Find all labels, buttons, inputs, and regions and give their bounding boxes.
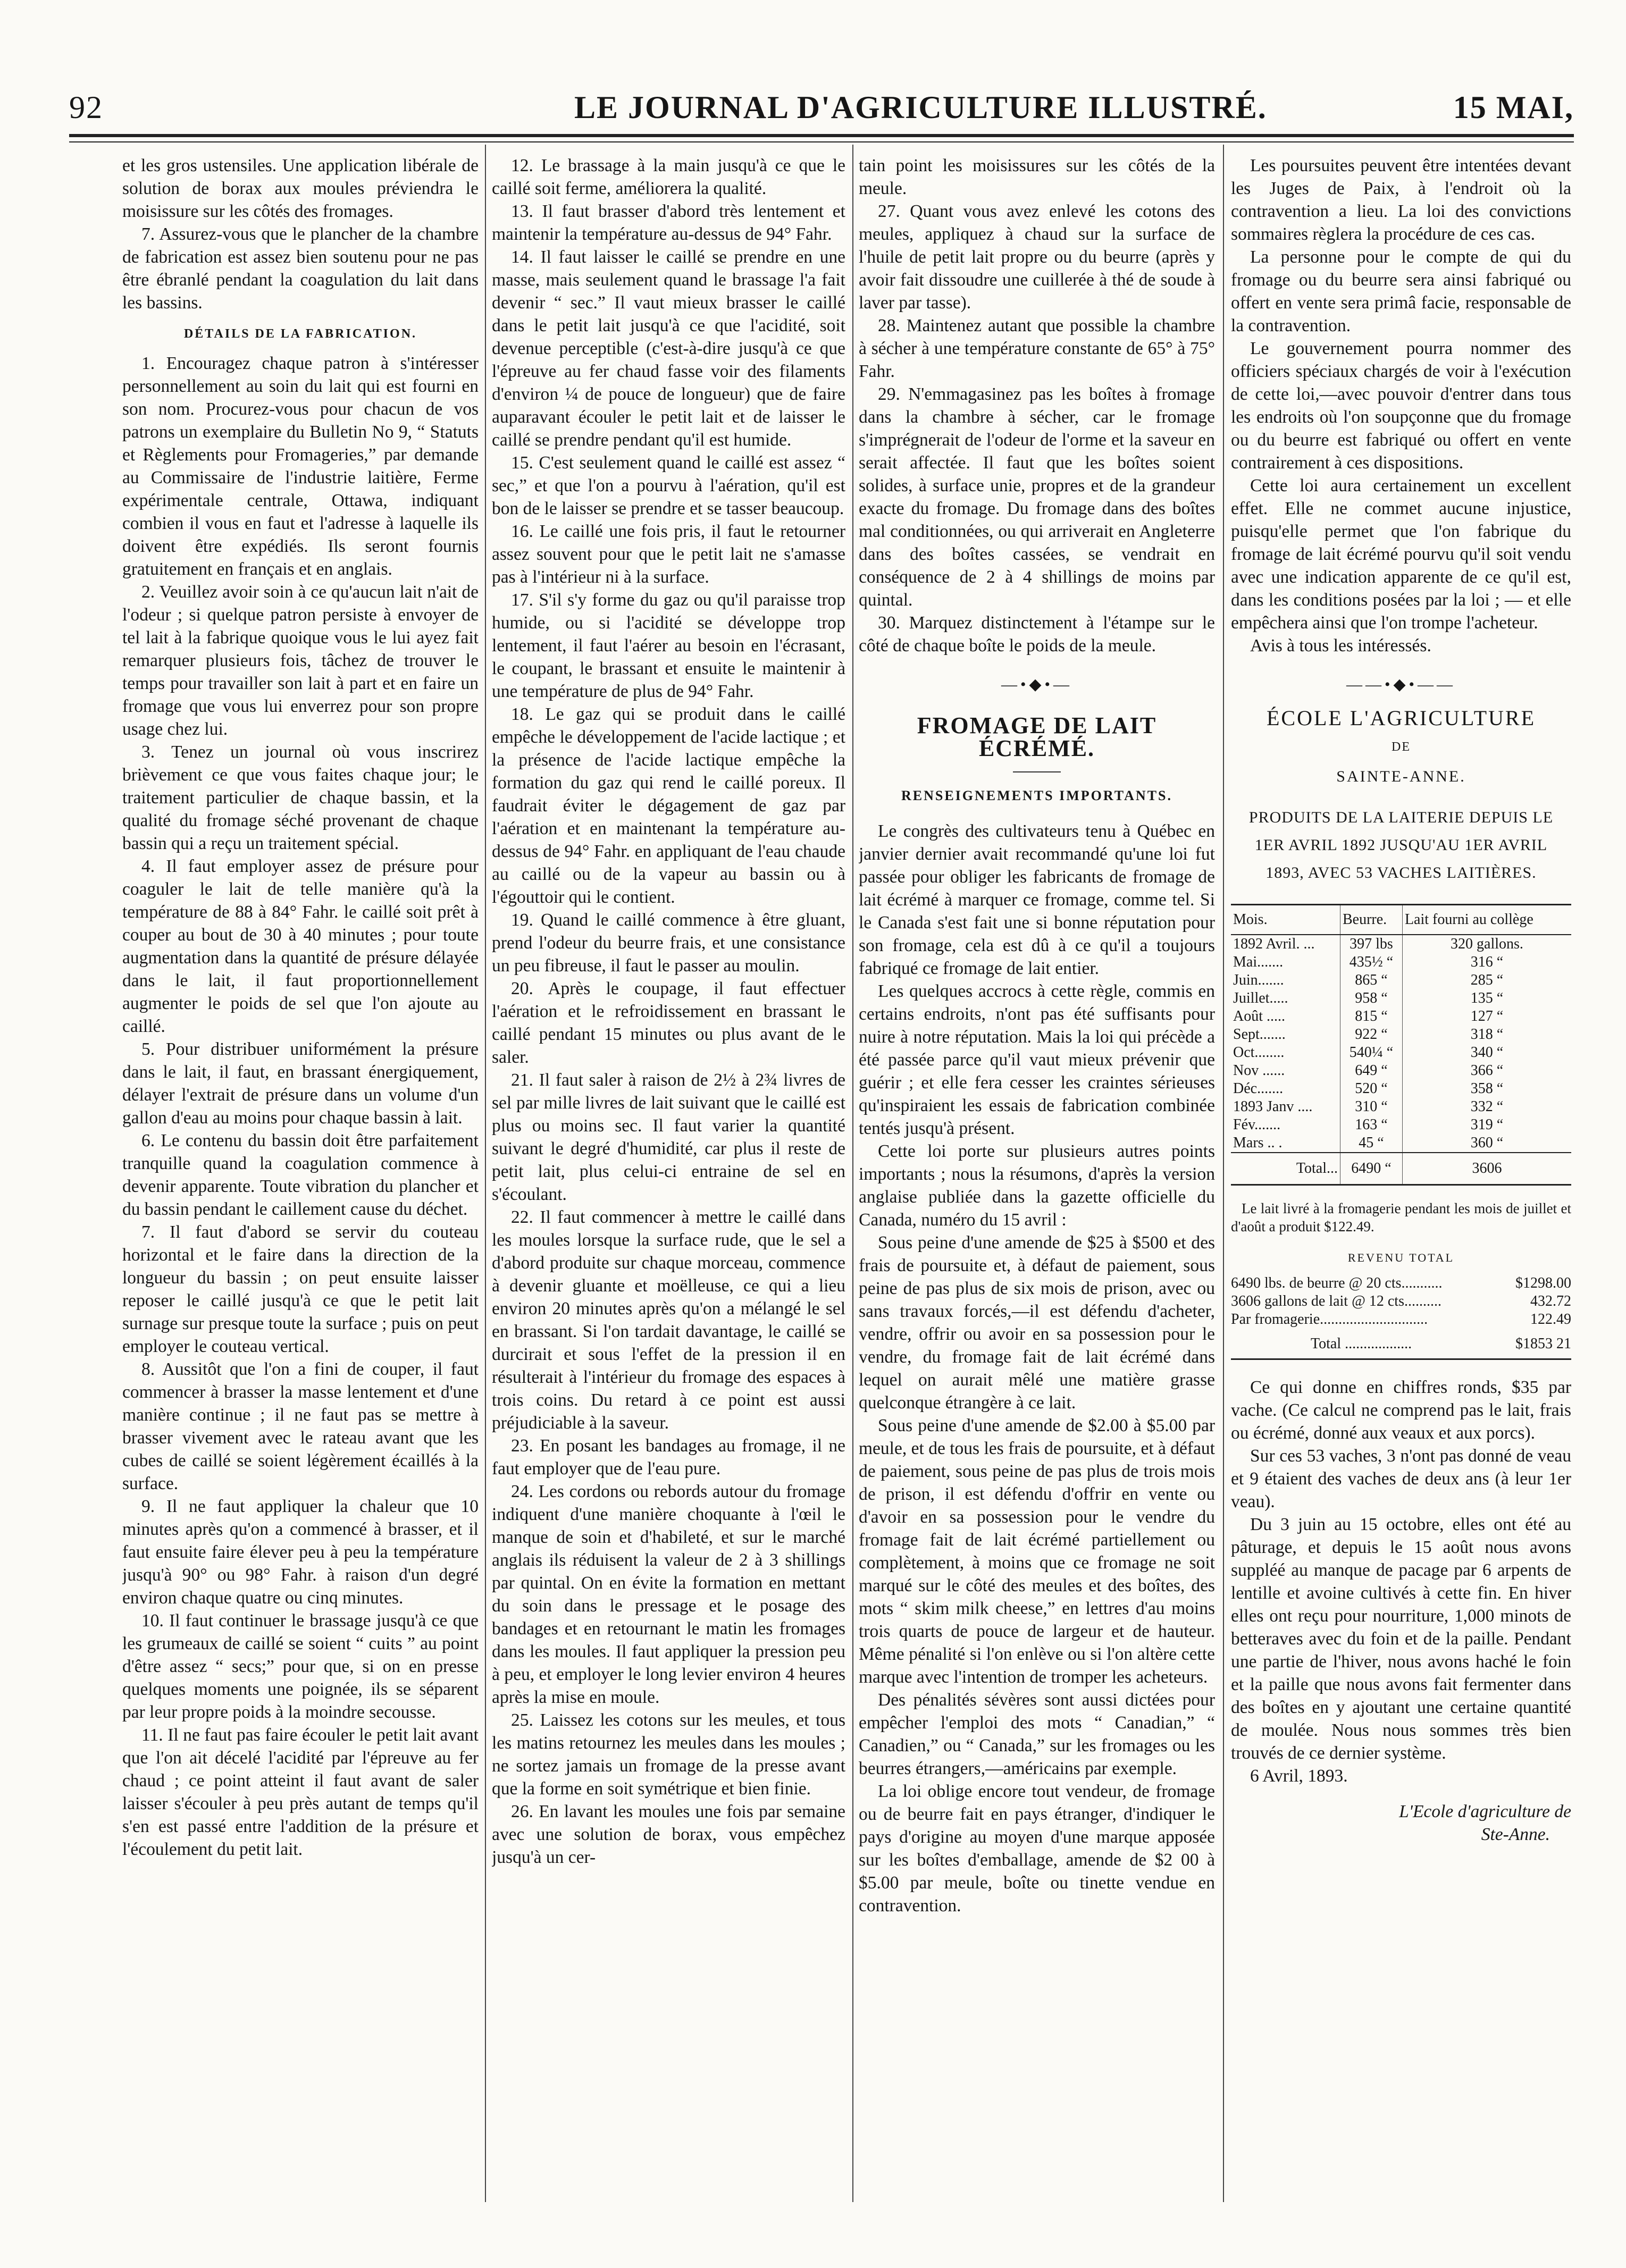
table-header-mois: Mois. — [1231, 905, 1340, 935]
paragraph: La loi oblige encore tout vendeur, de fromage ou de beurre fait en pays étranger, d'indiquer le pays d'origine au moyen d'une marque apposée sur les boîtes d'emballage, amende de $2 00 à $5.00 par meule, boîte ou tinette vendue en contravention. — [859, 1782, 1215, 1916]
column-1 — [122, 154, 479, 2238]
issue-date: 15 MAI, — [1453, 90, 1574, 125]
paragraph: 14. Il faut laisser le caillé se prendre en une masse, mais seulement quand le brassage l'a fait devenir “ sec.” Il vaut mieux brasser le caillé dans le petit lait jusqu'à ce que l'acidité, soit devenue perceptible (c'est-à-dire jusqu'à ce que l'épreuve au fer chaud fasse voir des filaments d'environ ¼ de pouce de longueur) que de faire auparavant écouler le petit lait et de laisser le caillé se prendre pendant qu'il est humide. — [492, 247, 845, 450]
revenue-value: 432.72 — [1530, 1293, 1571, 1309]
paragraph: 6. Le contenu du bassin doit être parfaitement tranquille quand la coagulation commence à devenir apparente. Toute vibration du plancher et du bassin pendant le caillement cause du déchet. — [122, 1131, 479, 1219]
table-row — [1231, 953, 1571, 971]
products-caption — [1231, 804, 1571, 887]
table-row — [1231, 1026, 1571, 1044]
table-cell-mois: Déc....... — [1233, 1080, 1284, 1097]
paragraph: 27. Quant vous avez enlevé les cotons des meules, appliquez à chaud sur la surface de l'huile de petit lait propre ou du beurre (après y avoir fait dissoudre une cuillerée à thé de soude à laver par tasse). — [859, 201, 1215, 313]
paragraph: 4. Il faut employer assez de présure pour coaguler le lait de telle manière qu'à la température de 88 à 84° Fahr. le caillé soit prêt à couper au bout de 30 à 40 minutes ; pour toute augmentation dans la quantité de présure délayée dans le lait, il faut proportionnellement augmenter le poids de sel que l'on ajoute au caillé. — [122, 856, 479, 1036]
paragraph: La personne pour le compte de qui du fromage ou du beurre sera ainsi fabriqué ou offert en vente sera primâ facie, responsable de la contravention. — [1231, 247, 1571, 335]
table-total-total_lait: 3606 — [1402, 1153, 1571, 1185]
column-4 — [1231, 154, 1571, 2238]
paragraph: Le congrès des cultivateurs tenu à Québec en janvier dernier avait recommandé qu'une loi fut passée pour obliger les fabricants de fromage de lait écrémé à marquer ce fromage, comme tel. Si le Canada s'est fait une si bonne réputation pour son fromage, cela est dû à ce qu'il a toujours fabriqué ce fromage de lait entier. — [859, 821, 1215, 978]
paragraph: 5. Pour distribuer uniformément la présure dans le lait, il faut, en brassant énergiquement, délayer l'extrait de présure dans un volume d'un gallon d'eau au moins pour chaque bassin à lait. — [122, 1039, 479, 1128]
table-total-total_label: Total... — [1231, 1153, 1340, 1185]
table-row — [1231, 1134, 1571, 1153]
table-body — [1231, 935, 1571, 1185]
table-cell-mois: Juillet..... — [1233, 990, 1288, 1006]
table-total-row — [1231, 1153, 1571, 1185]
table-cell-beurre: 310 “ — [1340, 1098, 1403, 1116]
revenue-total-label: Total .................. — [1311, 1335, 1412, 1352]
table-cell-mois: Mai....... — [1233, 954, 1284, 970]
table-cell-mois: Juin....... — [1233, 972, 1284, 988]
paragraph: Cette loi aura certainement un excellent effet. Elle ne commet aucune injustice, puisqu'elle permet que l'on fabrique du fromage de lait écrémé pourvu qu'il soit vendu avec une indication apparente de ce qu'il est, dans les conditions posées par la loi ; — et elle empêchera ainsi que l'on trompe l'acheteur. — [1231, 476, 1571, 633]
table-row — [1231, 1062, 1571, 1080]
table-cell-lait: 358 “ — [1402, 1080, 1571, 1098]
paragraph: 13. Il faut brasser d'abord très lentement et maintenir la température au-dessus de 94° Fahr. — [492, 201, 845, 244]
paragraph: 12. Le brassage à la main jusqu'à ce que le caillé soit ferme, améliorera la qualité. — [492, 156, 845, 198]
revenue-line — [1231, 1274, 1571, 1292]
products-line: 1893, AVEC 53 VACHES LAITIÈRES. — [1265, 864, 1537, 881]
products-line: PRODUITS DE LA LAITERIE DEPUIS LE — [1248, 809, 1554, 826]
paragraph: 19. Quand le caillé commence à être gluant, prend l'odeur du beurre frais, et une consistance un peu fibreuse, il faut le passer au moulin. — [492, 910, 845, 976]
paragraph: Des pénalités sévères sont aussi dictées pour empêcher l'emploi des mots “ Canadian,” “ Canadien,” ou “ Canada,” sur les fromages ou les beurres étrangers,—américains par exemple. — [859, 1690, 1215, 1778]
table-row — [1231, 989, 1571, 1007]
paragraph: Les quelques accrocs à cette règle, commis en certains endroits, n'ont pas été suffisants pour nuire à notre réputation. Mais la loi qui précède a été passée parce qu'il vaut mieux prévenir que guérir ; et elle fera cesser les craintes sérieuses qu'inspiraient les essais de fabrication combinée tentés jusqu'à présent. — [859, 981, 1215, 1138]
column-2 — [492, 154, 845, 2238]
paragraph: 23. En posant les bandages au fromage, il ne faut employer que de l'eau pure. — [492, 1436, 845, 1479]
table-cell-mois: 1892 Avril. ... — [1233, 936, 1315, 952]
table-cell-lait: 360 “ — [1402, 1134, 1571, 1153]
paragraph: 28. Maintenez autant que possible la chambre à sécher à une température constante de 65° à 75° Fahr. — [859, 316, 1215, 381]
table-row — [1231, 1007, 1571, 1026]
ornament-divider: —•◆•— — [1001, 676, 1073, 693]
table-note: Le lait livré à la fromagerie pendant les mois de juillet et d'août a produit $122.49. — [1231, 1200, 1571, 1234]
table-cell-mois: Mars .. . — [1233, 1135, 1283, 1151]
paragraph: Sous peine d'une amende de $25 à $500 et des frais de poursuite et, à défaut de paiement, sous peine de pas plus de six mois de prison, avec ou sans travaux forcés,—il est défendu d'acheter, vendre, offrir ou avoir en sa possession pour le vendre, du fromage fait de lait écrémé dans lequel on aurait mêlé une matière grasse quelconque étrangère à ce lait. — [859, 1233, 1215, 1413]
column-divider — [485, 145, 486, 2202]
table-cell-beurre: 649 “ — [1340, 1062, 1403, 1080]
table-row — [1231, 1080, 1571, 1098]
table-cell-lait: 320 gallons. — [1402, 935, 1571, 953]
signature-line: Ste-Anne. — [1481, 1825, 1550, 1844]
header-rule-thick — [69, 134, 1574, 137]
table-row — [1231, 1098, 1571, 1116]
table-cell-lait: 332 “ — [1402, 1098, 1571, 1116]
journal-title: LE JOURNAL D'AGRICULTURE ILLUSTRÉ. — [574, 90, 1267, 125]
paragraph: 2. Veuillez avoir soin à ce qu'aucun lait n'ait de l'odeur ; si quelque patron persiste à envoyer de tel lait à la fabrique quoique vous le lui ayez fait remarquer plusieurs fois, tâchez de trouver le temps pour travailler son lait à part et en faire un fromage que vous lui enverrez pour son propre usage chez lui. — [122, 582, 479, 739]
paragraph: Cette loi porte sur plusieurs autres points importants ; nous la résumons, d'après la version anglaise publiée dans la gazette officielle du Canada, numéro du 15 avril : — [859, 1141, 1215, 1230]
table-cell-mois: Fév....... — [1233, 1116, 1281, 1133]
column-divider — [852, 145, 853, 2202]
paragraph: tain point les moisissures sur les côtés de la meule. — [859, 156, 1215, 198]
signature-line: L'Ecole d'agriculture de — [1399, 1802, 1571, 1821]
article-heading: FROMAGE DE LAIT ÉCRÉMÉ. — [917, 712, 1157, 761]
paragraph: 1. Encouragez chaque patron à s'intéresser personnellement au soin du lait qui est fourni en son nom. Procurez-vous pour chacun de vos patrons un exemplaire du Bulletin No 9, “ Statuts et Règlements pour Fromageries,” par demande au Commissaire de l'industrie laitière, Ferme expérimentale centrale, Ottawa, indiquant combien il vous en faut et l'adresse à laquelle ils doivent être expédiés. Ils seront fournis gratuitement en français et en anglais. — [122, 354, 479, 579]
page-number: 92 — [69, 90, 103, 125]
table-cell-beurre: 435½ “ — [1340, 953, 1403, 971]
school-title: ÉCOLE L'AGRICULTURE — [1266, 706, 1536, 730]
table-cell-lait: 319 “ — [1402, 1116, 1571, 1134]
table-cell-mois: Sept....... — [1233, 1026, 1286, 1043]
paragraph: Sous peine d'une amende de $2.00 à $5.00 par meule, et de tous les frais de poursuite, et à défaut de paiement, sous peine de pas plus de trois mois de prison, il est défendu d'offrir en vente ou d'avoir en sa possession pour le vendre du fromage fait de lait écrémé partiellement ou complètement, à moins que ce fromage ne soit marqué sur le côté des meules et des boîtes, des mots “ skim milk cheese,” en lettres d'au moins trois quarts de pouce de largeur et de hauteur. Même pénalité si l'on enlève ou si l'on altère cette marque avec l'intention de tromper les acheteurs. — [859, 1416, 1215, 1687]
paragraph: 20. Après le coupage, il faut effectuer l'aération et le refroidissement en brassant le caillé pendant 15 minutes ou plus avant de le saler. — [492, 979, 845, 1067]
table-cell-mois: Nov ...... — [1233, 1062, 1285, 1079]
table-cell-beurre: 163 “ — [1340, 1116, 1403, 1134]
table-cell-lait: 285 “ — [1402, 971, 1571, 989]
revenue-value: 122.49 — [1530, 1311, 1571, 1328]
paragraph: Du 3 juin au 15 octobre, elles ont été au pâturage, et depuis le 15 août nous avons suppléé au manque de pacage par 6 arpents de lentille et avoine cultivés à cette fin. En hiver elles ont reçu pour nourriture, 1,000 minots de betteraves avec du foin et de la paille. Pendant une partie de l'hiver, nous avons haché le foin et la paille que nous avons fait fermenter dans des boîtes en y ajoutant une certaine quantité de moulée. Nous nous sommes très bien trouvés de ce dernier système. — [1231, 1515, 1571, 1763]
paragraph: 3. Tenez un journal où vous inscrirez brièvement ce que vous faites chaque jour; le traitement particulier de chaque bassin, et la qualité du fromage séché provenant de chaque bassin qui a reçu un traitement spécial. — [122, 742, 479, 853]
table-cell-beurre: 922 “ — [1340, 1026, 1403, 1044]
revenue-label: 6490 lbs. de beurre @ 20 cts........... — [1231, 1275, 1443, 1291]
paragraph: 16. Le caillé une fois pris, il faut le retourner assez souvent pour que le petit lait ne s'amasse pas à l'intérieur ni à la surface. — [492, 522, 845, 587]
column-3 — [859, 154, 1215, 2238]
revenue-list — [1231, 1274, 1571, 1329]
revenue-label: Par fromagerie............................. — [1231, 1311, 1428, 1328]
table-cell-beurre: 815 “ — [1340, 1007, 1403, 1026]
paragraph: Ce qui donne en chiffres ronds, $35 par vache. (Ce calcul ne comprend pas le lait, frais ou écrémé, donné aux veaux et aux porcs). — [1231, 1377, 1571, 1443]
table-row — [1231, 1116, 1571, 1134]
table-row — [1231, 1044, 1571, 1062]
page-header — [69, 89, 1574, 137]
paragraph: 9. Il ne faut appliquer la chaleur que 10 minutes après qu'on a commencé à brasser, et il faut ensuite faire élever peu à peu la température jusqu'à 90° ou 98° Fahr. à raison d'un degré environ chaque quatre ou cinq minutes. — [122, 1497, 479, 1608]
paragraph: 8. Aussitôt que l'on a fini de couper, il faut commencer à brasser la masse lentement et d'une manière continue ; il ne faut pas se mettre à brasser vivement avec le rateau avant que les cubes de caillé se soient légèrement écaillés à la surface. — [122, 1359, 479, 1493]
table-row — [1231, 935, 1571, 953]
table-cell-lait: 127 “ — [1402, 1007, 1571, 1026]
table-cell-beurre: 865 “ — [1340, 971, 1403, 989]
paragraph: 10. Il faut continuer le brassage jusqu'à ce que les grumeaux de caillé se soient “ cuits ” au point d'être assez “ secs;” pour que, si on en presse quelques moments une poignée, ils se séparent par leur propre poids à la moindre secousse. — [122, 1611, 479, 1722]
paragraph: Avis à tous les intéressés. — [1250, 636, 1431, 656]
article-subheading: RENSEIGNEMENTS IMPORTANTS. — [901, 788, 1172, 803]
column-divider — [1223, 145, 1224, 2202]
paragraph: 7. Assurez-vous que le plancher de la chambre de fabrication est assez bien soutenu pour ne pas être ébranlé pendant la coagulation du lait dans les bassins. — [122, 224, 479, 313]
products-line: 1ER AVRIL 1892 JUSQU'AU 1ER AVRIL — [1254, 836, 1548, 854]
paragraph: 29. N'emmagasinez pas les boîtes à fromage dans la chambre à sécher, car le fromage s'imprégnerait de l'odeur de l'orme et la saveur en serait affectée. Il faut que les boîtes soient solides, à surface unie, propres et de la grandeur exacte du fromage. Du fromage dans des boîtes mal conditionnées, ou qui arriverait en Angleterre dans des boîtes cassées, se vendrait en conséquence de 2 à 4 shillings de moins par quintal. — [859, 384, 1215, 610]
paragraph: 30. Marquez distinctement à l'étampe sur le côté de chaque boîte le poids de la meule. — [859, 613, 1215, 656]
letter-date: 6 Avril, 1893. — [1250, 1766, 1348, 1786]
paragraph: 22. Il faut commencer à mettre le caillé dans les moules lorsque la surface rude, que le sel a d'abord produite sur chaque morceau, commence à devenir gluante et moëlleuse, ce qui a lieu environ 20 minutes après qu'on a mélangé le sel en brassant. Si l'on tardait davantage, le caillé se durcirait et sous l'effet de la pression il en résulterait à l'intérieur du fromage des espaces à trois coins. Du retard à ce point est aussi préjudiciable à la saveur. — [492, 1207, 845, 1433]
paragraph: 26. En lavant les moules une fois par semaine avec une solution de borax, vous empêchez jusqu'à un cer- — [492, 1802, 845, 1867]
section-heading: DÉTAILS DE LA FABRICATION. — [183, 327, 417, 341]
revenue-total — [1231, 1335, 1571, 1360]
revenue-title: REVENU TOTAL — [1347, 1251, 1455, 1264]
dairy-products-table — [1231, 904, 1571, 1186]
short-rule — [1013, 771, 1061, 772]
revenue-value: $1298.00 — [1515, 1275, 1571, 1291]
table-total-total_beurre: 6490 “ — [1340, 1153, 1403, 1185]
paragraph: 25. Laissez les cotons sur les meules, et tous les matins retournez les meules dans les moules ; ne sortez jamais un fromage de la presse avant que la forme en soit symétrique et bien finie. — [492, 1710, 845, 1799]
paragraph: 24. Les cordons ou rebords autour du fromage indiquent d'une manière choquante à l'œil le manque de soin et d'habileté, et sur le marché anglais ils réduisent la valeur de 2 à 3 shillings par quintal. On en évite la formation en mettant du soin dans le pressage et le posage des bandages et en retournant le matin les fromages dans les moules. Il faut appliquer la pression peu à peu, et employer le long levier environ 4 heures après la mise en moule. — [492, 1482, 845, 1707]
table-cell-beurre: 397 lbs — [1340, 935, 1403, 953]
table-cell-lait: 316 “ — [1402, 953, 1571, 971]
table-cell-lait: 366 “ — [1402, 1062, 1571, 1080]
table-header-lait: Lait fourni au collège — [1402, 905, 1571, 935]
paragraph: 18. Le gaz qui se produit dans le caillé empêche le développement de l'acide lactique ; et la présence de l'acide lactique empêche la formation du gaz qui rend le caillé poreux. Il faudrait éviter le dégagement de gaz par l'aération et en maintenant la température au-dessus de 94° Fahr. en appliquant de l'eau chaude au caillé ou de la vapeur au bassin ou à l'égouttoir qui le contient. — [492, 704, 845, 907]
table-cell-beurre: 958 “ — [1340, 989, 1403, 1007]
paragraph: 21. Il faut saler à raison de 2½ à 2¾ livres de sel par mille livres de lait suivant que le caillé est plus ou moins sec. Il faut varier la quantité suivant le degré d'humidité, car plus il reste de petit lait, plus celui-ci entraine de sel en s'écoulant. — [492, 1070, 845, 1204]
table-cell-beurre: 540¼ “ — [1340, 1044, 1403, 1062]
paragraph: Sur ces 53 vaches, 3 n'ont pas donné de veau et 9 étaient des vaches de deux ans (à leur 1er veau). — [1231, 1446, 1571, 1511]
table-cell-lait: 135 “ — [1402, 989, 1571, 1007]
table-cell-mois: 1893 Janv .... — [1233, 1098, 1313, 1115]
table-cell-lait: 340 “ — [1402, 1044, 1571, 1062]
header-rule-thin — [69, 141, 1574, 142]
table-header-beurre: Beurre. — [1340, 905, 1403, 935]
table-row — [1231, 971, 1571, 989]
paragraph: 15. C'est seulement quand le caillé est assez “ sec,” et que l'on a pourvu à l'aération, qu'il est bon de le laisser se prendre et se tasser beaucoup. — [492, 453, 845, 518]
table-cell-beurre: 45 “ — [1340, 1134, 1403, 1153]
paragraph: 17. S'il s'y forme du gaz ou qu'il paraisse trop humide, ou si l'acidité se développe trop lentement, il faut l'aérer au besoin en l'écrasant, le coupant, le brassant et ensuite le maintenir à une température de plus de 94° Fahr. — [492, 590, 845, 701]
revenue-label: 3606 gallons de lait @ 12 cts.......... — [1231, 1293, 1441, 1309]
revenue-total-value: $1853 21 — [1515, 1335, 1571, 1352]
table-cell-beurre: 520 “ — [1340, 1080, 1403, 1098]
ornament-divider: ——•◆•—— — [1346, 676, 1456, 693]
paragraph: 11. Il ne faut pas faire écouler le petit lait avant que l'on ait décelé l'acidité par l'épreuve au fer chaud ; ce point atteint il faut avant de saler laisser s'écouler à peu près autant de temps qu'il s'en est passé entre l'addition de la présure et l'écoulement du petit lait. — [122, 1725, 479, 1859]
paragraph: Les poursuites peuvent être intentées devant les Juges de Paix, à l'endroit où la contravention a lieu. La loi des convictions sommaires règlera la procédure de ces cas. — [1231, 156, 1571, 244]
table-cell-lait: 318 “ — [1402, 1026, 1571, 1044]
table-cell-mois: Oct........ — [1233, 1044, 1285, 1061]
school-place: SAINTE-ANNE. — [1336, 768, 1466, 785]
revenue-line — [1231, 1311, 1571, 1329]
paragraph: 7. Il faut d'abord se servir du couteau horizontal et le faire dans la direction de la longueur du bassin ; on peut ensuite laisser reposer le caillé jusqu'à ce que le petit lait surnage sur presque toute la surface ; puis on peut employer le couteau vertical. — [122, 1222, 479, 1356]
table-cell-mois: Août ..... — [1233, 1008, 1285, 1024]
paragraph: Le gouvernement pourra nommer des officiers spéciaux chargés de voir à l'exécution de cette loi,—avec pouvoir d'entrer dans tous les endroits où l'on soupçonne que du fromage ou du beurre est fabriqué ou offert en vente contrairement à ces dispositions. — [1231, 339, 1571, 473]
revenue-line — [1231, 1292, 1571, 1311]
paragraph: et les gros ustensiles. Une application libérale de solution de borax aux moules préviendra le moisissure sur les côtés des fromages. — [122, 156, 479, 221]
school-de: DE — [1392, 740, 1411, 754]
